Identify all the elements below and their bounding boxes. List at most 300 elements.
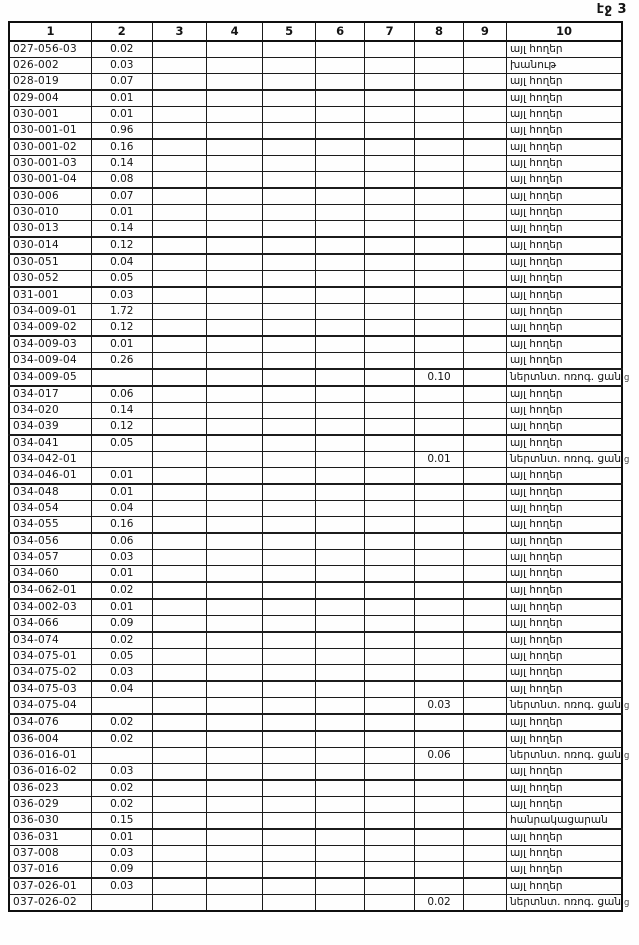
- cell-parcel-code: 037-008: [9, 846, 91, 862]
- cell-col8: [415, 58, 463, 74]
- cell-col6: [316, 632, 364, 649]
- cell-land-type: [507, 172, 622, 189]
- land-type-label: այլ հողեր: [510, 535, 563, 547]
- cell-col7: [364, 320, 414, 337]
- cell-col4: [207, 386, 263, 403]
- column-header-7: 7: [364, 22, 414, 41]
- land-type-label: այլ հողեր: [510, 272, 563, 284]
- land-type-label: այլ հողեր: [510, 716, 563, 728]
- cell-parcel-code: 036-016-02: [9, 764, 91, 781]
- cell-land-type: [507, 698, 630, 715]
- cell-col8: [415, 435, 463, 452]
- cell-land-type: [507, 271, 622, 288]
- cell-col4: [207, 649, 263, 665]
- cell-col2: 0.14: [91, 221, 152, 238]
- table-row: [9, 566, 622, 583]
- cell-col4: [207, 139, 263, 156]
- cell-col3: [152, 254, 207, 271]
- cell-land-type: [507, 452, 630, 468]
- cell-col6: [316, 533, 364, 550]
- cell-parcel-code: 037-026-01: [9, 878, 91, 895]
- table-row: [9, 714, 622, 731]
- cell-col8: [415, 616, 463, 633]
- cell-col5: [262, 336, 316, 353]
- table-header-row: [9, 22, 622, 41]
- cell-col9: [463, 205, 506, 221]
- cell-col8: [415, 304, 463, 320]
- cell-col2: 0.06: [91, 386, 152, 403]
- land-type-label: այլ հողեր: [510, 584, 563, 596]
- cell-col2: 0.16: [91, 139, 152, 156]
- cell-col8: [415, 829, 463, 846]
- cell-col7: [364, 221, 414, 238]
- cell-col2: 0.12: [91, 419, 152, 436]
- cell-col4: [207, 550, 263, 566]
- cell-col8: [415, 188, 463, 205]
- cell-col3: [152, 139, 207, 156]
- cell-col2: 0.03: [91, 846, 152, 862]
- land-type-label: այլ հողեր: [510, 880, 563, 892]
- cell-col5: [262, 435, 316, 452]
- cell-col7: [364, 895, 414, 912]
- cell-col2: 0.03: [91, 550, 152, 566]
- cell-land-type: [507, 681, 622, 698]
- cell-land-type: [507, 139, 622, 156]
- cell-col2: 0.01: [91, 566, 152, 583]
- cell-col6: [316, 748, 364, 764]
- cell-col9: [463, 386, 506, 403]
- cell-col4: [207, 369, 263, 386]
- table-row: [9, 304, 622, 320]
- cell-col6: [316, 41, 364, 58]
- cell-land-type: [507, 517, 622, 534]
- cell-col5: [262, 780, 316, 797]
- cell-col3: [152, 123, 207, 140]
- land-type-label: այլ հողեր: [510, 256, 563, 268]
- cell-col7: [364, 271, 414, 288]
- cell-col6: [316, 764, 364, 781]
- cell-parcel-code: 034-009-05: [9, 369, 91, 386]
- cell-land-type: [507, 748, 630, 764]
- cell-parcel-code: 030-001-02: [9, 139, 91, 156]
- land-type-label: այլ հողեր: [510, 782, 563, 794]
- cell-col6: [316, 468, 364, 485]
- cell-col5: [262, 123, 316, 140]
- cell-col3: [152, 846, 207, 862]
- cell-parcel-code: 034-075-04: [9, 698, 91, 715]
- cell-land-type: [507, 123, 622, 140]
- cell-col8: 0.03: [415, 698, 463, 715]
- cell-col6: [316, 797, 364, 813]
- land-type-label: այլ հողեր: [510, 733, 563, 745]
- cell-col8: [415, 517, 463, 534]
- cell-col7: [364, 797, 414, 813]
- land-type-label: այլ հողեր: [510, 92, 563, 104]
- land-type-label: այլ հողեր: [510, 388, 563, 400]
- cell-col3: [152, 895, 207, 912]
- cell-parcel-code: 034-042-01: [9, 452, 91, 468]
- cell-col7: [364, 748, 414, 764]
- cell-land-type: [507, 665, 622, 682]
- cell-col9: [463, 287, 506, 304]
- cell-col7: [364, 287, 414, 304]
- cell-col8: [415, 320, 463, 337]
- cell-col7: [364, 58, 414, 74]
- cell-land-type: [507, 320, 622, 337]
- cell-col3: [152, 156, 207, 172]
- cell-col4: [207, 533, 263, 550]
- cell-col2: 0.09: [91, 862, 152, 879]
- table-row: [9, 123, 622, 140]
- cell-col8: [415, 878, 463, 895]
- cell-col5: [262, 649, 316, 665]
- cell-col3: [152, 287, 207, 304]
- cell-col4: [207, 797, 263, 813]
- cell-col2: 0.26: [91, 353, 152, 370]
- cell-col9: [463, 41, 506, 58]
- cell-col7: [364, 533, 414, 550]
- cell-col7: [364, 566, 414, 583]
- cell-col4: [207, 780, 263, 797]
- table-row: [9, 188, 622, 205]
- column-header-6: 6: [316, 22, 364, 41]
- cell-col5: [262, 731, 316, 748]
- cell-col7: [364, 813, 414, 830]
- table-row: [9, 829, 622, 846]
- cell-parcel-code: 030-001-01: [9, 123, 91, 140]
- cell-col5: [262, 386, 316, 403]
- cell-col5: [262, 533, 316, 550]
- cell-col2: 0.14: [91, 403, 152, 419]
- land-type-label: այլ հողեր: [510, 666, 563, 678]
- cell-land-type: [507, 731, 622, 748]
- cell-col8: [415, 468, 463, 485]
- cell-col5: [262, 254, 316, 271]
- cell-col9: [463, 172, 506, 189]
- land-type-label: ներտնտ. ոռոգ. ցան: [510, 453, 621, 465]
- cell-parcel-code: 034-076: [9, 714, 91, 731]
- cell-land-type: [507, 649, 622, 665]
- cell-parcel-code: 034-066: [9, 616, 91, 633]
- cell-col7: [364, 123, 414, 140]
- land-type-label: այլ հողեր: [510, 502, 563, 514]
- cell-col3: [152, 320, 207, 337]
- land-type-label: այլ հողեր: [510, 141, 563, 153]
- cell-col6: [316, 813, 364, 830]
- cell-col4: [207, 829, 263, 846]
- cell-col4: [207, 895, 263, 912]
- table-row: [9, 435, 622, 452]
- cell-col8: [415, 353, 463, 370]
- land-type-label: այլ հողեր: [510, 601, 563, 613]
- cell-col7: [364, 550, 414, 566]
- cell-col2: 0.96: [91, 123, 152, 140]
- cell-col9: [463, 468, 506, 485]
- cell-col9: [463, 369, 506, 386]
- cell-col7: [364, 139, 414, 156]
- cell-parcel-code: 034-054: [9, 501, 91, 517]
- cell-col7: [364, 780, 414, 797]
- cell-col6: [316, 846, 364, 862]
- cell-col4: [207, 846, 263, 862]
- cell-col5: [262, 895, 316, 912]
- cell-parcel-code: 027-056-03: [9, 41, 91, 58]
- cell-col2: 0.02: [91, 731, 152, 748]
- cell-col9: [463, 336, 506, 353]
- cell-land-type: [507, 353, 622, 370]
- cell-land-type: [507, 829, 622, 846]
- cell-col5: [262, 501, 316, 517]
- cell-col8: [415, 582, 463, 599]
- table-row: [9, 649, 622, 665]
- table-row: [9, 468, 622, 485]
- cell-col8: 0.10: [415, 369, 463, 386]
- land-type-label: այլ հողեր: [510, 469, 563, 481]
- cell-col6: [316, 304, 364, 320]
- cell-land-type: [507, 435, 622, 452]
- cell-land-type: [507, 254, 622, 271]
- cell-land-type: [507, 780, 622, 797]
- cell-parcel-code: 034-075-03: [9, 681, 91, 698]
- cell-col6: [316, 107, 364, 123]
- cell-col3: [152, 533, 207, 550]
- table-row: [9, 797, 622, 813]
- table-row: [9, 419, 622, 436]
- table-row: [9, 156, 622, 172]
- cell-col9: [463, 681, 506, 698]
- cell-col5: [262, 188, 316, 205]
- cell-col7: [364, 90, 414, 107]
- cell-col2: 0.01: [91, 90, 152, 107]
- cell-col8: [415, 599, 463, 616]
- cell-col2: 0.03: [91, 58, 152, 74]
- cell-col5: [262, 582, 316, 599]
- cell-col5: [262, 369, 316, 386]
- cell-col3: [152, 681, 207, 698]
- column-header-2: 2: [91, 22, 152, 41]
- cell-land-type: [507, 90, 622, 107]
- cell-col6: [316, 517, 364, 534]
- cell-col5: [262, 271, 316, 288]
- cell-col2: 0.04: [91, 254, 152, 271]
- cell-col3: [152, 369, 207, 386]
- table-row: [9, 41, 622, 58]
- cell-col9: [463, 616, 506, 633]
- cell-col9: [463, 353, 506, 370]
- cell-col8: [415, 813, 463, 830]
- cell-col8: [415, 714, 463, 731]
- cell-col7: [364, 501, 414, 517]
- cell-col4: [207, 188, 263, 205]
- cell-col8: [415, 41, 463, 58]
- cell-col5: [262, 205, 316, 221]
- table-row: [9, 74, 622, 91]
- land-type-label: այլ հողեր: [510, 75, 563, 87]
- land-type-label: ներտնտ. ոռոգ. ցան: [510, 749, 621, 761]
- cell-col6: [316, 895, 364, 912]
- cell-col5: [262, 846, 316, 862]
- cell-col3: [152, 616, 207, 633]
- cell-col3: [152, 386, 207, 403]
- cell-col9: [463, 271, 506, 288]
- land-type-label: այլ հողեր: [510, 321, 563, 333]
- cell-parcel-code: 034-060: [9, 566, 91, 583]
- cell-land-type: [507, 550, 622, 566]
- clipped-letter-mark: ց: [624, 898, 630, 908]
- cell-col5: [262, 599, 316, 616]
- cell-col4: [207, 748, 263, 764]
- cell-col6: [316, 649, 364, 665]
- cell-col7: [364, 616, 414, 633]
- cell-col7: [364, 698, 414, 715]
- cell-col4: [207, 862, 263, 879]
- cell-col2: 0.02: [91, 632, 152, 649]
- cell-col4: [207, 813, 263, 830]
- cell-col6: [316, 287, 364, 304]
- cell-col6: [316, 698, 364, 715]
- cell-land-type: [507, 205, 622, 221]
- land-type-label: այլ հողեր: [510, 798, 563, 810]
- table-row: [9, 764, 622, 781]
- cell-parcel-code: 030-001: [9, 107, 91, 123]
- cell-col8: [415, 123, 463, 140]
- table-row: [9, 501, 622, 517]
- cell-col6: [316, 501, 364, 517]
- cell-col8: 0.06: [415, 748, 463, 764]
- cell-col3: [152, 468, 207, 485]
- cell-col2: 0.03: [91, 665, 152, 682]
- cell-col7: [364, 632, 414, 649]
- cell-col9: [463, 714, 506, 731]
- cell-col3: [152, 501, 207, 517]
- cell-col2: [91, 748, 152, 764]
- cell-col5: [262, 862, 316, 879]
- cell-col2: 0.02: [91, 714, 152, 731]
- cell-col6: [316, 862, 364, 879]
- cell-col3: [152, 550, 207, 566]
- table-row: [9, 172, 622, 189]
- land-type-label: ներտնտ. ոռոգ. ցան: [510, 371, 621, 383]
- cell-col5: [262, 681, 316, 698]
- cell-col7: [364, 172, 414, 189]
- cell-parcel-code: 030-052: [9, 271, 91, 288]
- cell-parcel-code: 034-002-03: [9, 599, 91, 616]
- cell-col3: [152, 107, 207, 123]
- cell-col3: [152, 304, 207, 320]
- cell-col8: [415, 107, 463, 123]
- cell-col3: [152, 403, 207, 419]
- cell-col7: [364, 452, 414, 468]
- land-type-label: այլ հողեր: [510, 863, 563, 875]
- table-row: [9, 403, 622, 419]
- cell-col4: [207, 665, 263, 682]
- cell-col7: [364, 41, 414, 58]
- cell-col5: [262, 764, 316, 781]
- land-type-label: այլ հողեր: [510, 437, 563, 449]
- cell-land-type: [507, 501, 622, 517]
- cell-col6: [316, 419, 364, 436]
- cell-col7: [364, 205, 414, 221]
- cell-col8: [415, 550, 463, 566]
- cell-col5: [262, 452, 316, 468]
- cell-col5: [262, 320, 316, 337]
- cell-col2: 0.02: [91, 797, 152, 813]
- cell-col8: [415, 780, 463, 797]
- cell-parcel-code: 034-048: [9, 484, 91, 501]
- cell-col3: [152, 271, 207, 288]
- cell-col7: [364, 107, 414, 123]
- cell-col7: [364, 649, 414, 665]
- cell-col4: [207, 172, 263, 189]
- land-type-label: այլ հողեր: [510, 847, 563, 859]
- cell-col2: 0.02: [91, 41, 152, 58]
- cell-col3: [152, 599, 207, 616]
- cell-col7: [364, 878, 414, 895]
- cell-col6: [316, 599, 364, 616]
- table-row: [9, 287, 622, 304]
- cell-col5: [262, 616, 316, 633]
- cell-col4: [207, 616, 263, 633]
- cell-col7: [364, 386, 414, 403]
- cell-land-type: [507, 304, 622, 320]
- cell-col9: [463, 780, 506, 797]
- cell-col6: [316, 829, 364, 846]
- cell-col9: [463, 895, 506, 912]
- cell-parcel-code: 030-013: [9, 221, 91, 238]
- cell-parcel-code: 030-001-03: [9, 156, 91, 172]
- cell-col2: 0.01: [91, 484, 152, 501]
- cell-col4: [207, 501, 263, 517]
- cell-col6: [316, 403, 364, 419]
- cell-col6: [316, 878, 364, 895]
- cell-col8: [415, 484, 463, 501]
- cell-col9: [463, 320, 506, 337]
- cell-col3: [152, 90, 207, 107]
- cell-col8: [415, 862, 463, 879]
- cell-col9: [463, 517, 506, 534]
- cell-col2: 0.04: [91, 501, 152, 517]
- cell-land-type: [507, 58, 622, 74]
- cell-col6: [316, 369, 364, 386]
- cell-col2: 0.03: [91, 764, 152, 781]
- land-type-label: այլ հողեր: [510, 420, 563, 432]
- cell-col5: [262, 353, 316, 370]
- cell-col4: [207, 58, 263, 74]
- cell-col7: [364, 237, 414, 254]
- cell-col9: [463, 764, 506, 781]
- cell-col5: [262, 878, 316, 895]
- cell-col7: [364, 731, 414, 748]
- cell-col5: [262, 287, 316, 304]
- land-type-label: այլ հողեր: [510, 765, 563, 777]
- cell-col4: [207, 714, 263, 731]
- cell-parcel-code: 034-075-02: [9, 665, 91, 682]
- cell-col6: [316, 221, 364, 238]
- cell-col9: [463, 254, 506, 271]
- table-row: [9, 698, 622, 715]
- cell-col6: [316, 188, 364, 205]
- cell-col7: [364, 403, 414, 419]
- cell-col3: [152, 336, 207, 353]
- cell-col3: [152, 665, 207, 682]
- table-row: [9, 353, 622, 370]
- cell-col4: [207, 336, 263, 353]
- table-row: [9, 90, 622, 107]
- cell-col6: [316, 74, 364, 91]
- cell-col8: [415, 731, 463, 748]
- cell-parcel-code: 028-019: [9, 74, 91, 91]
- cell-col8: [415, 501, 463, 517]
